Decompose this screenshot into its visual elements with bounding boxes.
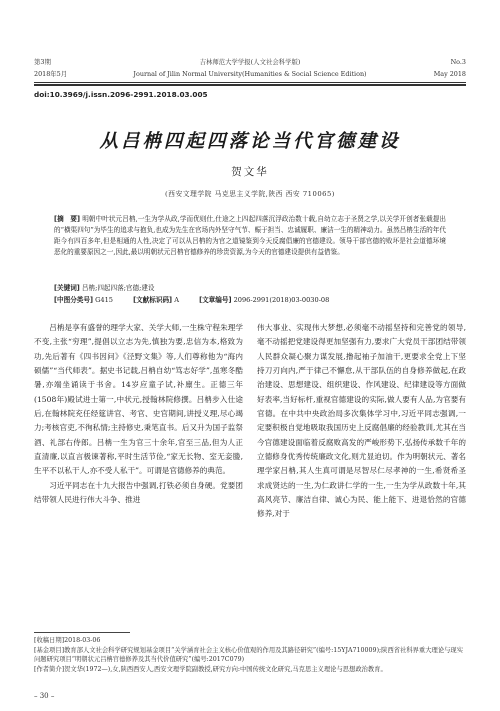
article-title: 从吕柟四起四落论当代官德建设 [99,131,401,152]
footnote-rule [34,632,130,633]
abstract-label: [摘 要] [54,215,81,223]
header-rule-thin [34,82,466,83]
doc-code-value: A [174,296,179,304]
keywords [54,283,446,294]
footnote-received: [收稿日期]2018-03-06 [34,637,101,644]
page-number: – 30 – [34,692,55,700]
doc-code-label: [文献标识码] [133,296,173,304]
keywords-label: [关键词] [54,284,80,292]
issue-number-en: No.3 [450,58,466,66]
abstract [54,214,446,258]
keywords-text: 吕柟;四起四落;官德;建设 [81,284,155,292]
author-affiliation: (西安文理学院 马克思主义学院,陕西 西安 710065) [165,190,335,198]
header-rule-thick [34,84,466,86]
article-number-label: [文章编号] [199,296,232,304]
issue-date-cn: 2018年5月 [34,70,68,78]
issue-date-en: May 2018 [433,70,466,78]
footnote-fund: [基金项目]教育部人文社会科学研究规划基金项目“关学涵育社会主义核心价值观的作用及其路径研究”(编号:15YJA710009);陕西省社科界重大理论与现实问题研究项目“明朝状元吕柟官德修养及其当代价值研究”(编号:2017C079) [34,646,464,664]
clc-value: G415 [95,296,113,304]
classification-line [54,295,446,306]
journal-name-cn: 吉林师范大学学报(人文社会科学版) [199,58,301,66]
doi: doi:10.3969/j.issn.2096-2991.2018.03.005 [34,90,208,99]
body-paragraph: 吕柟是享有盛誉的理学大家、关学大师,一生株守程朱理学不变,主张“穷理”,提倡以立志为先,慎独为要,忠信为本,格致为功,先后著有《四书因问》《泾野文集》等,人们尊称他为“海内硕儒”“当代师表”。据史书记载,吕柟自幼“笃志好学”,虽寒冬酷暑,亦端坐诵读于书舍。14岁应童子试,补廪生。正德三年(1508年)殿试进士第一,中状元,授翰林院修撰。吕柟步入仕途后,在翰林院充任经筵讲官、考官、史官期间,讲授义理,尽心竭力;考核官吏,不徇私情;主持修史,秉笔直书。后又升为国子监祭酒、礼部右侍郎。吕柟一生为官三十余年,官至三品,但为人正直清廉,以直言极谏著称,平时生活节俭,“家无长物、室无妾媵,生平不以私干人,亦不受人私干”。可谓是官德修养的典范。 [34,323,243,476]
body-left-column [34,321,243,507]
body-paragraph: 习近平同志在十九大报告中强调,打铁必须自身硬。党要团结带领人民进行伟大斗争、推进 [34,480,243,505]
body-paragraph: 伟大事业、实现伟大梦想,必须毫不动摇坚持和完善党的领导,毫不动摇把党建设得更加坚强有力,要求广大党员干部团结带领人民群众凝心聚力谋发展,撸起袖子加油干,更要求全党上下坚持刀刃向内,严于律己不懈怠,从干部队伍的自身修养做起,在政治建设、思想建设、组织建设、作风建设、纪律建设等方面做好表率,当好标杆,重视官德建设的实际,做人要有人品,为官要有官德。在中共中央政治局多次集体学习中,习近平同志强调,一定要积极自觉地吸取我国历史上反腐倡廉的经验教训,尤其在当今官德建设面临着反腐败高发的严峻形势下,弘扬传承数千年的立德修身优秀传统廉政文化,则尤显迫切。作为明朝状元、著名理学家吕柟,其人生真可谓是尽智尽仁尽孝神的一生,希贤希圣求成贤达的一生,为仁政讲仁学的一生,一生为学从政数十年,其高风亮节、廉洁自律、诚心为民、能上能下、进退恰然的官德修养,对于 [257,323,466,519]
author-name: 贺文华 [231,166,269,178]
footnote-author-bio: [作者简介]贺文华(1972—),女,陕西西安人,西安文理学院副教授,研究方向:中国传统文化研究,马克思主义理论与思想政治教育。 [34,665,387,673]
footnotes [34,636,466,674]
abstract-text: 明朝中叶状元吕柟,一生为学从政,学而优则仕,仕途之上四起四落沉浮政治数十载,自幼立志于圣贤之学,以关学开创者张载提出的“横渠四句”为毕生的追求与抱负,也成为先生在官场内外坚守气节、赈于担当、忠诚履职、廉洁一生的精神动力。虽然吕柟生活的年代距今有四百多年,但是相通的人性,决定了可以从吕柟的为官之道镜鉴到今天反腐倡廉的官德建设。领导干部官德的败坏是社会道德环境恶化的重要原因之一,因此,最以明朝状元吕柟官德修养的珍贵资源,为今天的官德建设提供有益借鉴。 [54,215,446,256]
article-number-value: 2096-2991(2018)03-0030-08 [233,296,330,304]
clc-label: [中图分类号] [54,296,93,304]
body-right-column [257,321,466,522]
issue-number-cn: 第3期 [34,58,51,66]
journal-name-en: Journal of Jilin Normal University(Humanities & Social Science Edition) [133,70,367,78]
